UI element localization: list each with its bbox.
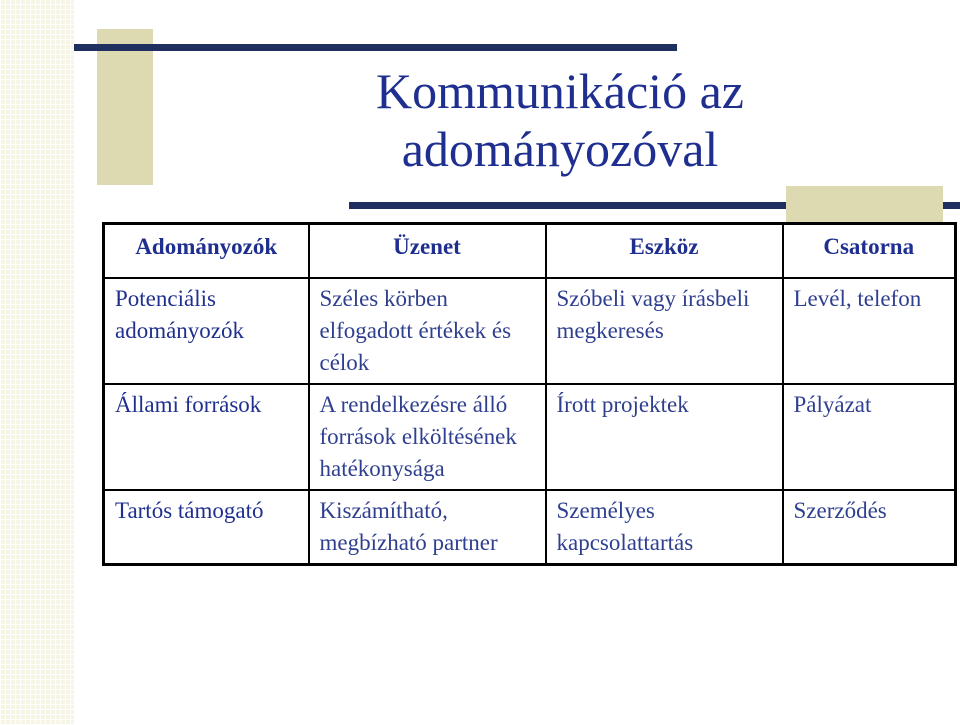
decorative-tan-block (97, 29, 153, 185)
table-cell: Széles körben elfogadott értékek és célok (309, 278, 546, 384)
communication-table (102, 222, 957, 566)
slide-title: Kommunikáció az adományozóval (376, 63, 744, 177)
table-cell: Potenciális adományozók (104, 278, 309, 384)
header-cell: Eszköz (546, 224, 783, 279)
decorative-checkered-strip (0, 0, 74, 725)
table-row (104, 384, 956, 490)
header-cell: Adományozók (104, 224, 309, 279)
table-cell: Pályázat (783, 384, 956, 490)
table-cell: Levél, telefon (783, 278, 956, 384)
decorative-top-bar (74, 44, 677, 51)
table-cell: Tartós támogató (104, 490, 309, 565)
table-cell: Kiszámítható, megbízható partner (309, 490, 546, 565)
table-row (104, 490, 956, 565)
table-row (104, 278, 956, 384)
table-cell: Állami források (104, 384, 309, 490)
table-header-row (104, 224, 956, 279)
decorative-tan-block-right (786, 186, 943, 222)
table-cell: A rendelkezésre álló források elköltésének hatékonysága (309, 384, 546, 490)
table-cell: Személyes kapcsolattartás (546, 490, 783, 565)
table-cell: Szóbeli vagy írásbeli megkeresés (546, 278, 783, 384)
header-cell: Csatorna (783, 224, 956, 279)
table-cell: Írott projektek (546, 384, 783, 490)
table-cell: Szerződés (783, 490, 956, 565)
header-cell: Üzenet (309, 224, 546, 279)
